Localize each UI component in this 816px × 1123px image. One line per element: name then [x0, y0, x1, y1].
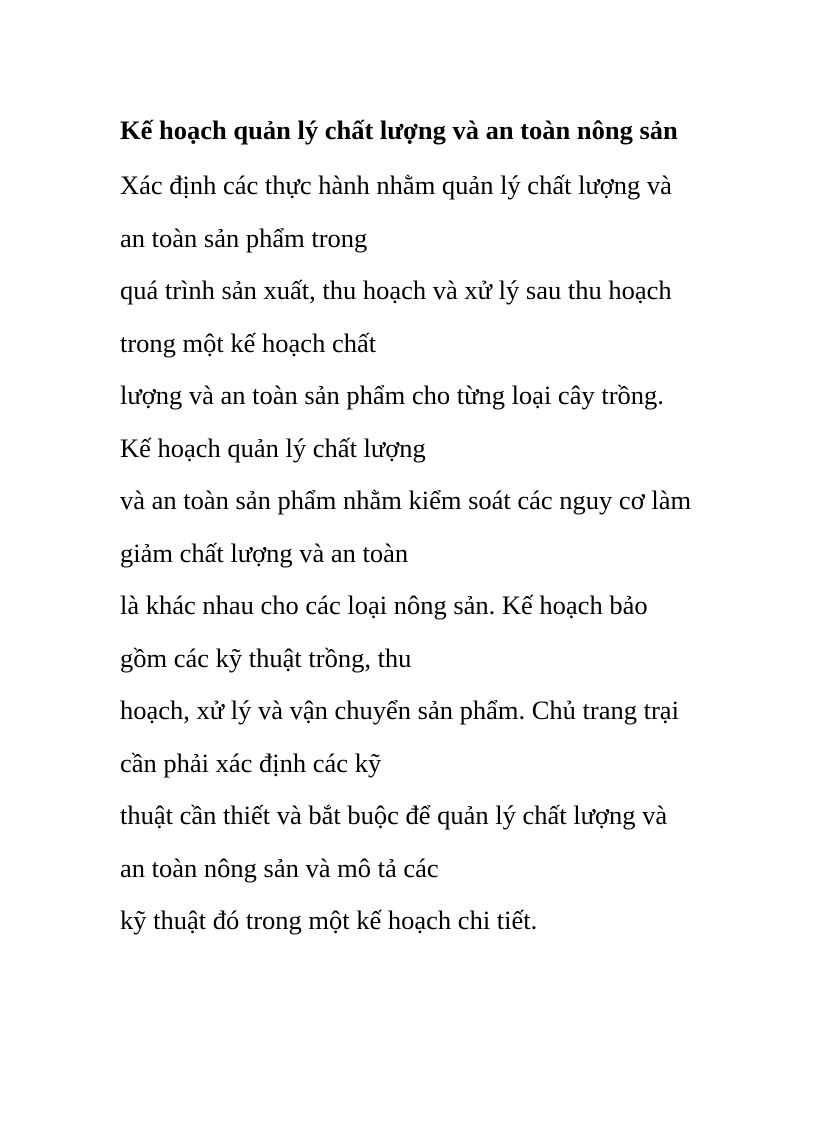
- text-line: hoạch, xử lý và vận chuyển sản phẩm. Chủ trang trại: [120, 695, 679, 725]
- paragraph: [120, 170, 720, 253]
- text-line: Xác định các thực hành nhằm quản lý chất lượng và: [120, 170, 672, 200]
- text-line: gồm các kỹ thuật trồng, thu: [120, 643, 412, 673]
- text-line: giảm chất lượng và an toàn: [120, 538, 409, 568]
- text-line: Kế hoạch quản lý chất lượng: [120, 433, 426, 463]
- text-line: quá trình sản xuất, thu hoạch và xử lý sau thu hoạch: [120, 275, 672, 305]
- text-line: trong một kế hoạch chất: [120, 328, 377, 358]
- text-line: lượng và an toàn sản phẩm cho từng loại cây trồng.: [120, 380, 664, 410]
- document-title: Kế hoạch quản lý chất lượng và an toàn nông sản: [120, 115, 678, 145]
- paragraph: [120, 800, 720, 883]
- paragraph: [120, 485, 720, 568]
- paragraph: [120, 590, 720, 673]
- text-line: và an toàn sản phẩm nhằm kiểm soát các nguy cơ làm: [120, 485, 692, 515]
- paragraph: [120, 380, 720, 463]
- text-line: kỹ thuật đó trong một kế hoạch chi tiết.: [120, 905, 538, 935]
- text-line: an toàn sản phẩm trong: [120, 223, 368, 253]
- text-line: cần phải xác định các kỹ: [120, 748, 382, 778]
- text-line: thuật cần thiết và bắt buộc để quản lý chất lượng và: [120, 800, 668, 830]
- paragraph: [120, 905, 720, 935]
- text-line: là khác nhau cho các loại nông sản. Kế hoạch bảo: [120, 590, 648, 620]
- paragraph: [120, 275, 720, 358]
- paragraph: [120, 695, 720, 778]
- text-line: an toàn nông sản và mô tả các: [120, 853, 439, 883]
- document-page: [120, 112, 720, 935]
